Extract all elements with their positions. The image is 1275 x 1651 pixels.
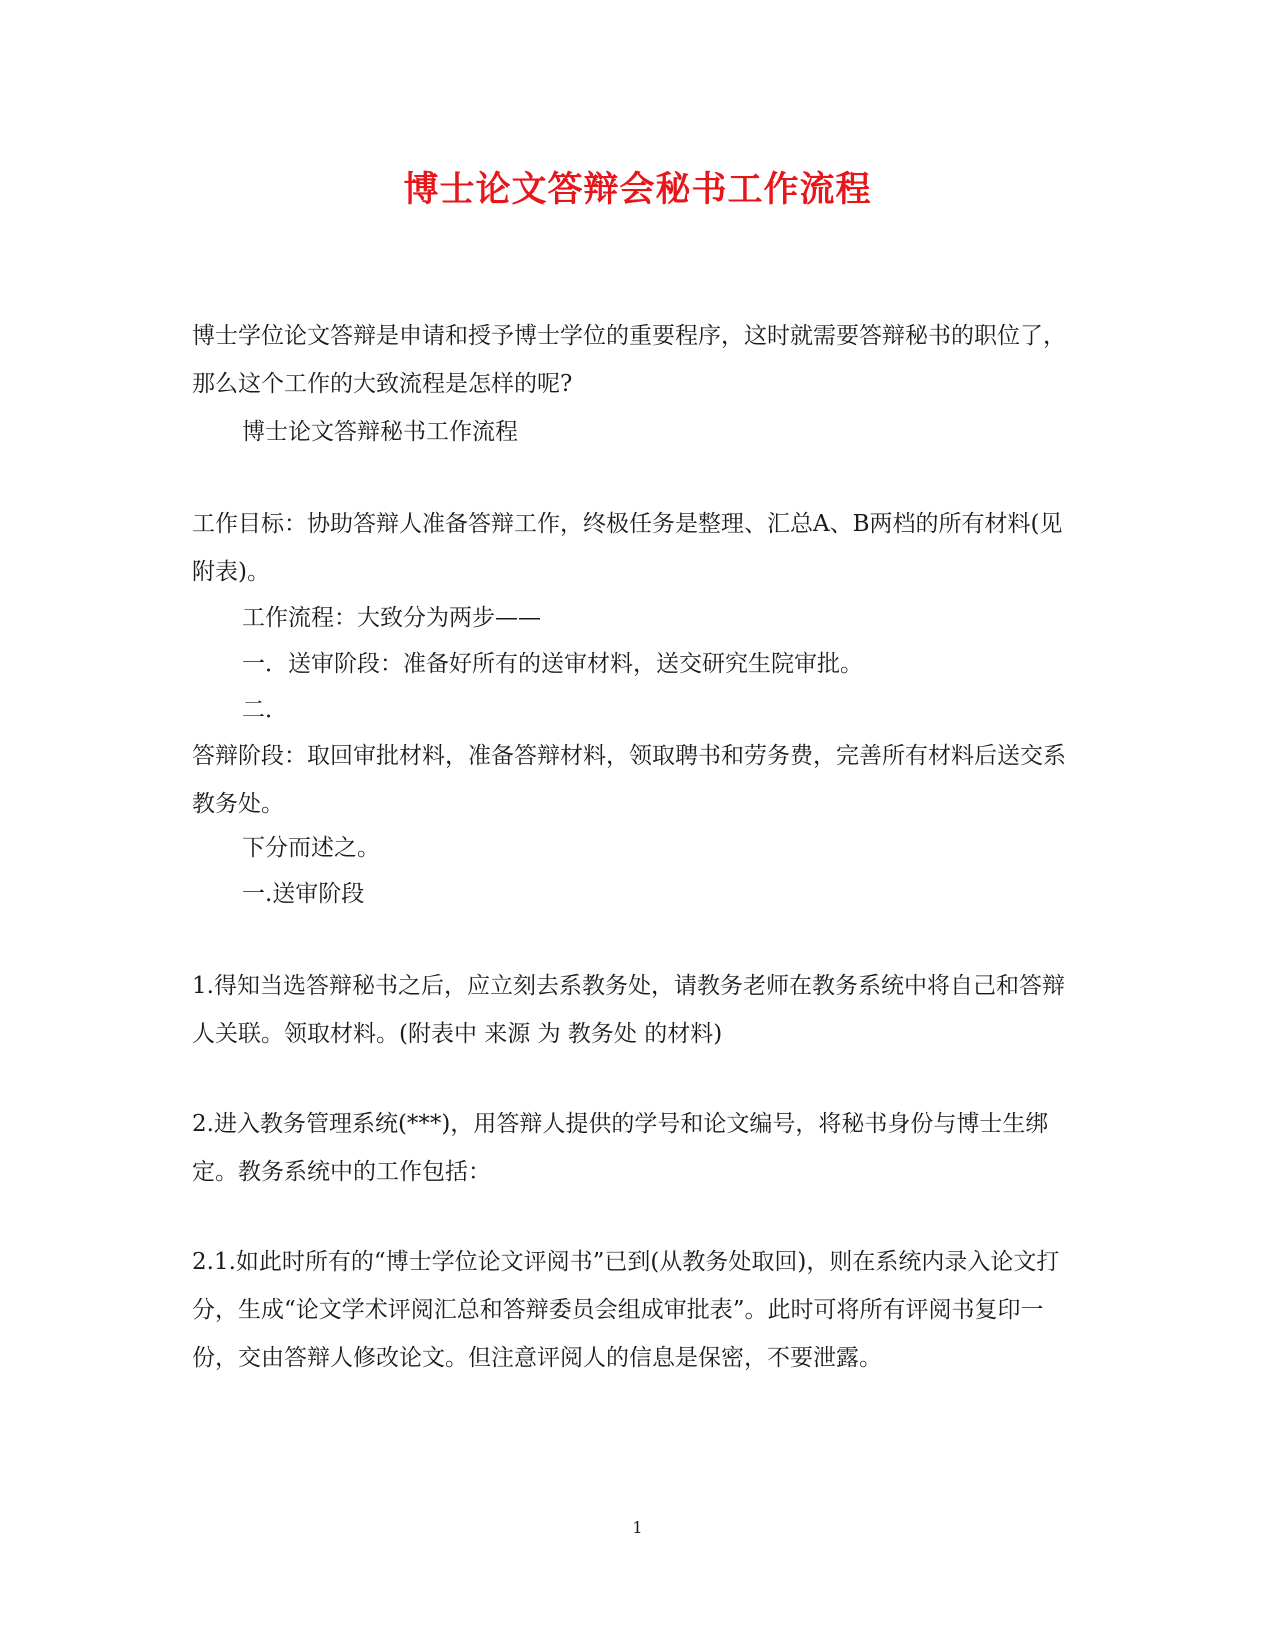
step-one-paragraph: 一．送审阶段：准备好所有的送审材料，送交研究生院审批。 bbox=[242, 651, 863, 677]
item-two-paragraph: 2.进入教务管理系统(***)，用答辩人提供的学号和论文编号，将秘书身份与博士生绑定。教务系统中的工作包括： bbox=[192, 1111, 1049, 1185]
workflow-paragraph: 工作流程：大致分为两步—— bbox=[242, 605, 541, 631]
item-one-paragraph: 1.得知当选答辩秘书之后，应立刻去系教务处，请教务老师在教务系统中将自己和答辩人关联。领取材料。(附表中 来源 为 教务处 的材料) bbox=[192, 973, 1065, 1047]
item-two-one-paragraph: 2.1.如此时所有的“博士学位论文评阅书”已到(从教务处取回)，则在系统内录入论文打分，生成“论文学术评阅汇总和答辩委员会组成审批表”。此时可将所有评阅书复印一份，交由答辩人修改论文。但注意评阅人的信息是保密，不要泄露。 bbox=[192, 1249, 1060, 1371]
document-title: 博士论文答辩会秘书工作流程 bbox=[403, 169, 872, 210]
work-goal-paragraph: 工作目标：协助答辩人准备答辩工作，终极任务是整理、汇总A、B两档的所有材料(见附表)。 bbox=[192, 511, 1063, 585]
section-heading: 博士论文答辩秘书工作流程 bbox=[242, 419, 518, 445]
sub-intro-paragraph: 下分而述之。 bbox=[242, 835, 380, 861]
defense-stage-paragraph: 答辩阶段：取回审批材料，准备答辩材料，领取聘书和劳务费，完善所有材料后送交系教务处。 bbox=[192, 743, 1066, 817]
submission-stage-heading: 一.送审阶段 bbox=[242, 881, 365, 907]
step-two-marker: 二． bbox=[242, 697, 288, 723]
intro-paragraph: 博士学位论文答辩是申请和授予博士学位的重要程序，这时就需要答辩秘书的职位了，那么这个工作的大致流程是怎样的呢? bbox=[192, 323, 1066, 397]
page-number: 1 bbox=[632, 1518, 643, 1537]
